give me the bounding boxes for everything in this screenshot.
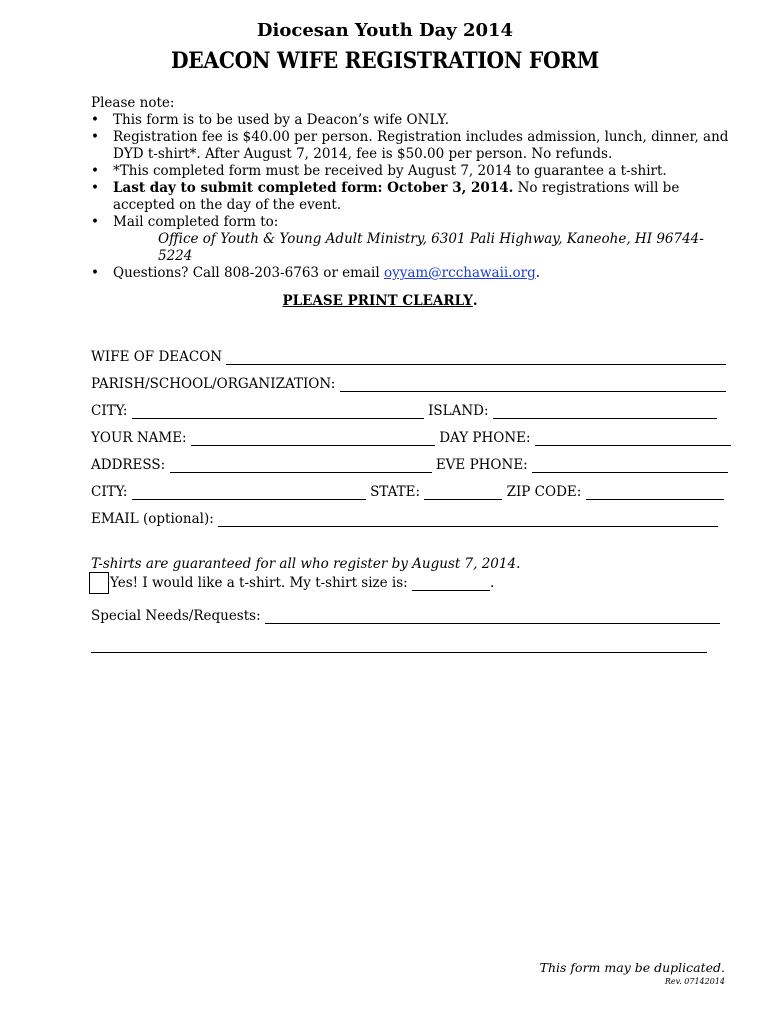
note-text: *This completed form must be received by August 7, 2014 to guarantee a t-shirt.	[113, 163, 667, 179]
name-phone-row	[91, 430, 731, 448]
address-field[interactable]	[170, 458, 432, 473]
special-needs-label: Special Needs/Requests:	[91, 608, 261, 624]
duplication-note: This form may be duplicated.	[539, 960, 725, 975]
note-text: Mail completed form to:	[113, 214, 279, 230]
island-field[interactable]	[493, 404, 717, 419]
special-needs-row	[91, 608, 720, 626]
email-row	[91, 511, 718, 529]
bullet-icon: •	[91, 112, 99, 128]
tshirt-row	[110, 575, 494, 591]
city-island-row	[91, 403, 717, 421]
wife-of-deacon-row	[91, 349, 726, 367]
bullet-icon: •	[91, 265, 99, 281]
wife-of-deacon-field[interactable]	[226, 350, 726, 365]
tshirt-checkbox[interactable]	[89, 572, 109, 594]
address-label: ADDRESS:	[91, 457, 166, 473]
bullet-icon: •	[91, 214, 99, 230]
special-needs-field-2[interactable]	[91, 638, 707, 653]
note-text: No registrations will be accepted on the day of the event.	[113, 180, 680, 213]
state-label: STATE:	[370, 484, 420, 500]
state-field[interactable]	[424, 485, 502, 500]
tshirt-checkbox-label: Yes! I would like a t-shirt. My t-shirt size is:	[110, 575, 408, 591]
zip-field[interactable]	[586, 485, 724, 500]
city-field[interactable]	[132, 404, 424, 419]
special-needs-row-2	[91, 637, 707, 655]
parish-label: PARISH/SCHOOL/ORGANIZATION:	[91, 376, 336, 392]
wife-of-deacon-label: WIFE OF DEACON	[91, 349, 223, 365]
list-item	[91, 163, 731, 180]
parish-field[interactable]	[340, 377, 726, 392]
bullet-icon: •	[91, 129, 99, 145]
bullet-icon: •	[91, 180, 99, 196]
eve-phone-field[interactable]	[532, 458, 728, 473]
island-label: ISLAND:	[428, 403, 489, 419]
notes-label: Please note:	[91, 95, 175, 111]
special-needs-field[interactable]	[265, 609, 720, 624]
city-label-2: CITY:	[91, 484, 128, 500]
event-title: Diocesan Youth Day 2014	[256, 20, 514, 41]
mailing-address: Office of Youth & Young Adult Ministry, 6301 Pali Highway, Kaneohe, HI 96744-5224	[158, 231, 704, 264]
day-phone-label: DAY PHONE:	[439, 430, 531, 446]
note-text: Questions? Call 808-203-6763 or email	[113, 265, 384, 281]
list-item	[91, 180, 731, 214]
day-phone-field[interactable]	[535, 431, 731, 446]
form-title: DEACON WIFE REGISTRATION FORM	[170, 48, 600, 74]
print-clearly-period: .	[472, 293, 478, 309]
deadline-text: Last day to submit completed form: October 3, 2014.	[113, 180, 514, 196]
email-field[interactable]	[218, 512, 718, 527]
list-item	[91, 129, 731, 163]
list-item	[91, 214, 731, 265]
address-phone-row	[91, 457, 728, 475]
tshirt-size-field[interactable]	[412, 577, 490, 591]
list-item	[91, 265, 731, 282]
notes-section	[91, 95, 731, 282]
email-link[interactable]: oyyam@rcchawaii.org	[383, 265, 536, 281]
note-text: This form is to be used by a Deacon’s wife ONLY.	[113, 112, 450, 128]
print-clearly-text: PLEASE PRINT CLEARLY	[282, 293, 473, 309]
note-text: Registration fee is $40.00 per person. Registration includes admission, lunch, dinner, and DYD t-shirt*. After August 7, 2014, fee is $50.00 per person. No refunds.	[113, 129, 729, 162]
eve-phone-label: EVE PHONE:	[435, 457, 528, 473]
bullet-icon: •	[91, 163, 99, 179]
print-clearly-heading	[0, 293, 760, 309]
note-text: .	[535, 265, 541, 281]
city-field-2[interactable]	[132, 485, 366, 500]
notes-list	[91, 112, 731, 282]
list-item	[91, 112, 731, 129]
city-state-zip-row	[91, 484, 724, 502]
parish-row	[91, 376, 726, 394]
revision-label: Rev. 07142014	[664, 977, 725, 986]
email-label: EMAIL (optional):	[91, 511, 214, 527]
city-label: CITY:	[91, 403, 128, 419]
zip-label: ZIP CODE:	[506, 484, 582, 500]
tshirt-guarantee-note: T-shirts are guaranteed for all who register by August 7, 2014.	[91, 556, 521, 572]
your-name-label: YOUR NAME:	[91, 430, 187, 446]
your-name-field[interactable]	[191, 431, 435, 446]
tshirt-end: .	[490, 575, 495, 591]
